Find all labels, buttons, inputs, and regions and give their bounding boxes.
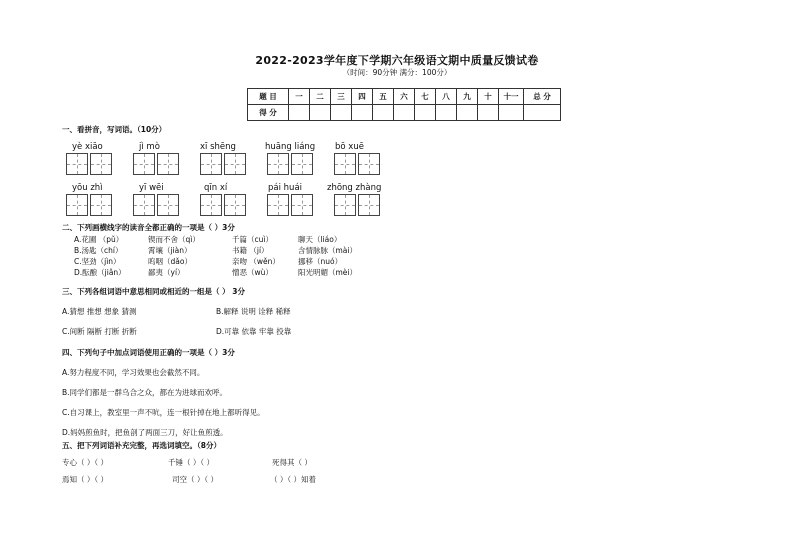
writing-grid[interactable] bbox=[267, 153, 315, 175]
option-item: D.可靠 依靠 牢靠 投靠 bbox=[216, 327, 292, 336]
option-item: 锲而不舍（qì） bbox=[148, 235, 200, 244]
pinyin-label: yè xiāo bbox=[72, 142, 103, 152]
score-input-cell[interactable] bbox=[499, 105, 524, 121]
option-item: 憎恶（wù） bbox=[232, 268, 273, 277]
option-item: 霄壤（jiàn） bbox=[148, 246, 192, 255]
score-input-cell[interactable] bbox=[289, 105, 310, 121]
pinyin-label: qīn xí bbox=[204, 183, 228, 193]
pinyin-label: xī shēng bbox=[200, 142, 236, 152]
score-input-cell[interactable] bbox=[331, 105, 352, 121]
section3-heading: 三、下列各组词语中意思相同或相近的一组是（ ） 3分 bbox=[62, 287, 245, 296]
exam-title: 2022-2023学年度下学期六年级语文期中质量反馈试卷 bbox=[255, 54, 539, 67]
section4-heading: 四、下列句子中加点词语使用正确的一项是（ ）3分 bbox=[62, 348, 235, 357]
grid-cell[interactable] bbox=[90, 153, 112, 175]
section1-heading: 一、看拼音，写词语。（10分） bbox=[62, 125, 167, 134]
grid-cell[interactable] bbox=[267, 194, 289, 216]
option-item: A.花圃 （pǔ） bbox=[74, 235, 124, 244]
grid-cell[interactable] bbox=[133, 153, 155, 175]
grid-cell[interactable] bbox=[157, 194, 179, 216]
exam-subtitle: （时间：90分钟 满分：100分） bbox=[342, 68, 452, 77]
grid-cell[interactable] bbox=[334, 194, 356, 216]
option-item: 聊天（liáo） bbox=[298, 235, 342, 244]
score-input-cell[interactable] bbox=[310, 105, 331, 121]
grid-cell[interactable] bbox=[224, 194, 246, 216]
pinyin-label: jì mò bbox=[139, 142, 160, 152]
score-cell: 五 bbox=[373, 89, 394, 105]
writing-grid[interactable] bbox=[267, 194, 315, 216]
option-item: B.汤匙（chí） bbox=[74, 246, 123, 255]
option-item: C.坚劲（jìn） bbox=[74, 257, 121, 266]
score-input-cell[interactable] bbox=[352, 105, 373, 121]
option-item: C.间断 隔断 打断 折断 bbox=[62, 327, 137, 336]
grid-cell[interactable] bbox=[291, 194, 313, 216]
option-item: 亲吻 （wěn） bbox=[232, 257, 280, 266]
pinyin-label: yōu zhì bbox=[72, 183, 103, 193]
score-input-cell[interactable] bbox=[436, 105, 457, 121]
option-item: A.努力程度不同，学习效果也会截然不同。 bbox=[62, 368, 205, 377]
grid-cell[interactable] bbox=[291, 153, 313, 175]
fill-blank-item[interactable]: （ ）（ ）知着 bbox=[270, 475, 317, 484]
pinyin-label: huāng liáng bbox=[265, 142, 316, 152]
writing-grid[interactable] bbox=[66, 194, 114, 216]
grid-cell[interactable] bbox=[200, 194, 222, 216]
score-cell: 八 bbox=[436, 89, 457, 105]
grid-cell[interactable] bbox=[66, 194, 88, 216]
fill-blank-item[interactable]: 司空（ ）（ ） bbox=[172, 475, 219, 484]
score-cell: 三 bbox=[331, 89, 352, 105]
grid-cell[interactable] bbox=[200, 153, 222, 175]
fill-blank-item[interactable]: 千锤（ ）（ ） bbox=[168, 458, 215, 467]
score-cell: 四 bbox=[352, 89, 373, 105]
grid-cell[interactable] bbox=[133, 194, 155, 216]
option-item: C.自习课上，教室里一声不吭，连一根针掉在地上都听得见。 bbox=[62, 408, 265, 417]
writing-grid[interactable] bbox=[334, 153, 382, 175]
score-cell: 二 bbox=[310, 89, 331, 105]
writing-grid[interactable] bbox=[66, 153, 114, 175]
score-input-cell[interactable] bbox=[478, 105, 499, 121]
fill-blank-item[interactable]: 专心（ ）（ ） bbox=[62, 458, 109, 467]
score-input-cell[interactable] bbox=[394, 105, 415, 121]
pinyin-label: pái huái bbox=[268, 183, 303, 193]
score-cell: 九 bbox=[457, 89, 478, 105]
option-item: A.猜想 推想 想象 猜测 bbox=[62, 307, 137, 316]
pinyin-label: bō xuē bbox=[335, 142, 364, 152]
grid-cell[interactable] bbox=[358, 153, 380, 175]
section5-heading: 五、把下列词语补充完整，再选词填空。（8分） bbox=[62, 441, 221, 450]
option-item: B.同学们都是一群乌合之众，都在为进球而欢呼。 bbox=[62, 388, 228, 397]
score-cell: 十一 bbox=[499, 89, 524, 105]
score-input-cell[interactable] bbox=[373, 105, 394, 121]
score-input-cell[interactable] bbox=[524, 105, 561, 121]
score-cell: 一 bbox=[289, 89, 310, 105]
pinyin-label: zhōng zhàng bbox=[327, 183, 382, 193]
grid-cell[interactable] bbox=[157, 153, 179, 175]
pinyin-label: yī wēi bbox=[139, 183, 164, 193]
score-table-header-row bbox=[248, 89, 561, 105]
score-cell: 总 分 bbox=[524, 89, 561, 105]
fill-blank-item[interactable]: 焉知（ ）（ ） bbox=[62, 475, 109, 484]
option-item: 挪移（nuó） bbox=[298, 257, 343, 266]
section2-heading: 二、下列画横线字的读音全都正确的一项是（ ）3分 bbox=[62, 223, 235, 232]
score-table-value-row bbox=[248, 105, 561, 121]
grid-cell[interactable] bbox=[90, 194, 112, 216]
writing-grid[interactable] bbox=[200, 194, 248, 216]
option-item: 含情脉脉（mài） bbox=[298, 246, 357, 255]
writing-grid[interactable] bbox=[200, 153, 248, 175]
option-item: B.解释 说明 诠释 稀释 bbox=[216, 307, 291, 316]
fill-blank-item[interactable]: 死得其（ ） bbox=[272, 458, 312, 467]
score-input-cell[interactable] bbox=[457, 105, 478, 121]
score-cell: 六 bbox=[394, 89, 415, 105]
grid-cell[interactable] bbox=[358, 194, 380, 216]
grid-cell[interactable] bbox=[224, 153, 246, 175]
option-item: 呜咽（dǎo） bbox=[148, 257, 192, 266]
option-item: 鄙夷（yí） bbox=[148, 268, 185, 277]
option-item: 千篇（cuì） bbox=[232, 235, 273, 244]
grid-cell[interactable] bbox=[334, 153, 356, 175]
option-item: D.酝酿（jiǎn） bbox=[74, 268, 126, 277]
score-cell: 十 bbox=[478, 89, 499, 105]
writing-grid[interactable] bbox=[334, 194, 382, 216]
option-item: D.妈妈煎鱼时，把鱼剖了两面三刀，好让鱼煎透。 bbox=[62, 428, 228, 437]
grid-cell[interactable] bbox=[267, 153, 289, 175]
score-table bbox=[247, 88, 561, 121]
score-cell: 题 目 bbox=[248, 89, 289, 105]
score-cell: 七 bbox=[415, 89, 436, 105]
score-cell: 得 分 bbox=[248, 105, 289, 121]
score-input-cell[interactable] bbox=[415, 105, 436, 121]
grid-cell[interactable] bbox=[66, 153, 88, 175]
option-item: 阳光明媚（mèi） bbox=[298, 268, 358, 277]
writing-grid[interactable] bbox=[133, 153, 181, 175]
option-item: 书籍 （jí） bbox=[232, 246, 269, 255]
writing-grid[interactable] bbox=[133, 194, 181, 216]
